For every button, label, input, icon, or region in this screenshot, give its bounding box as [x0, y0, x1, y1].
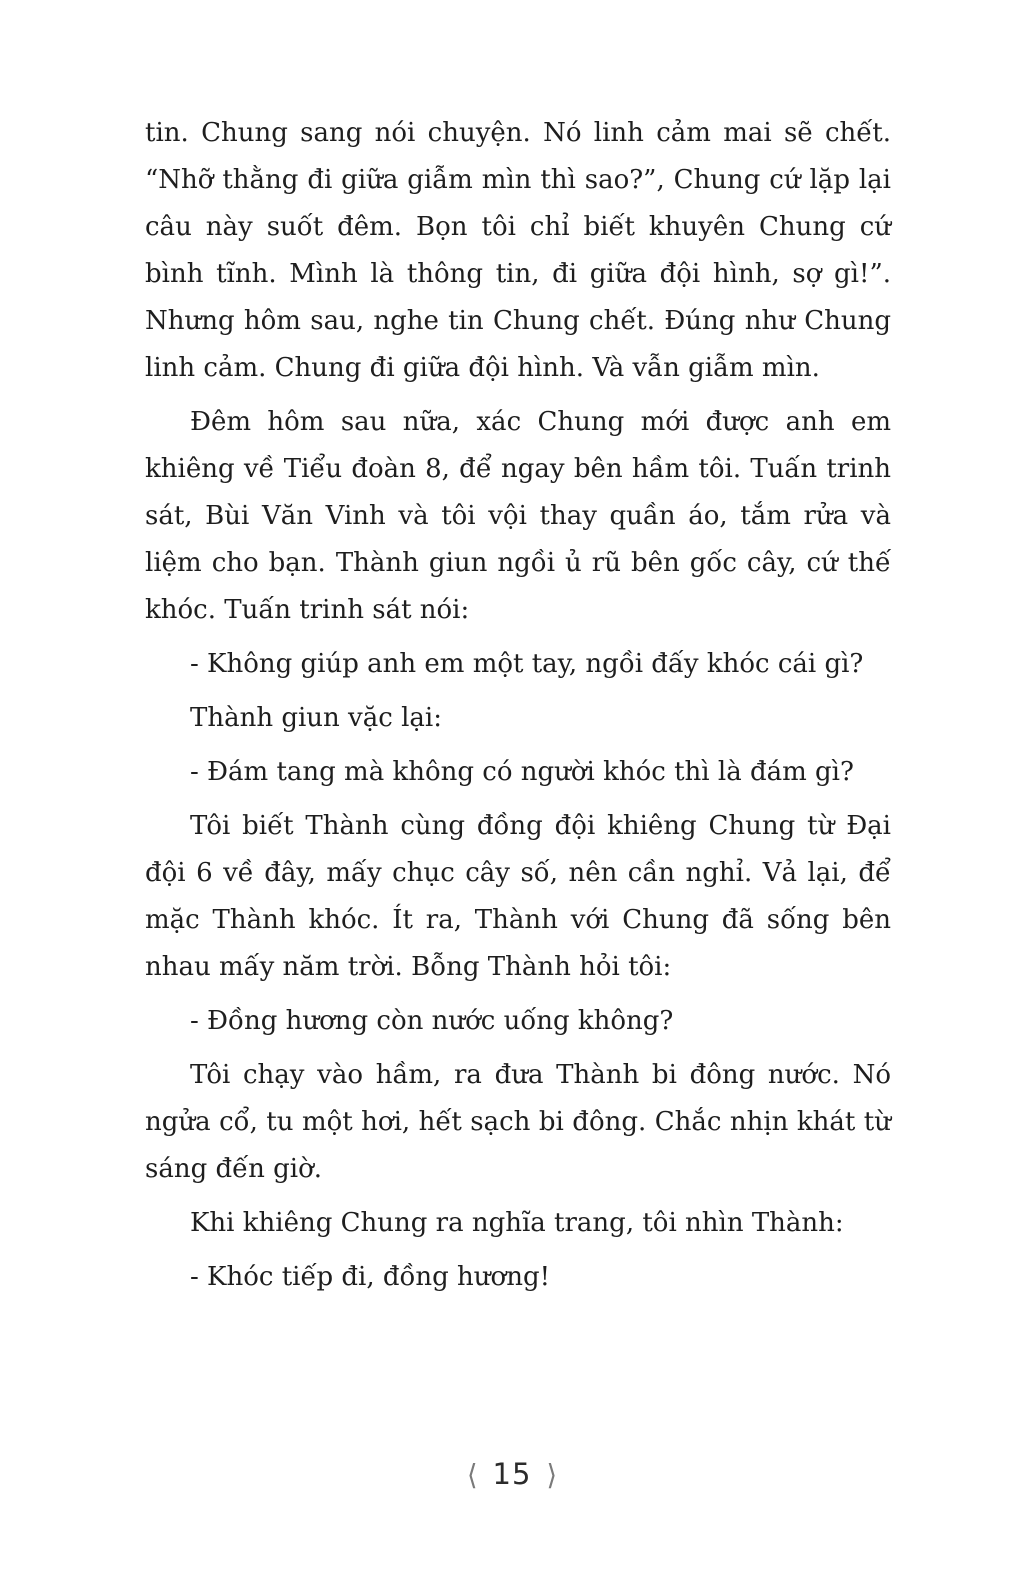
paragraph: Tôi biết Thành cùng đồng đội khiêng Chung từ Đại đội 6 về đây, mấy chục cây số, nên cần nghỉ. Vả lại, để mặc Thành khóc. Ít ra, Thành với Chung đã sống bên nhau mấy năm trời. Bỗng Thành hỏi tôi:	[145, 811, 891, 982]
paragraph: Thành giun vặc lại:	[190, 703, 442, 733]
paragraph: Khi khiêng Chung ra nghĩa trang, tôi nhìn Thành:	[190, 1208, 844, 1238]
page-text-body	[145, 110, 891, 1308]
paragraph: - Không giúp anh em một tay, ngồi đấy khóc cái gì?	[190, 649, 864, 679]
paragraph: - Đồng hương còn nước uống không?	[190, 1006, 674, 1036]
prev-page-bracket-icon: ⟨	[467, 1459, 478, 1492]
paragraph: Tôi chạy vào hầm, ra đưa Thành bi đông nước. Nó ngửa cổ, tu một hơi, hết sạch bi đông. Chắc nhịn khát từ sáng đến giờ.	[145, 1060, 891, 1184]
next-page-bracket-icon: ⟩	[546, 1459, 557, 1492]
paragraph: - Đám tang mà không có người khóc thì là đám gì?	[190, 757, 854, 787]
page-number: 15	[492, 1457, 532, 1491]
page-footer	[0, 1456, 1024, 1494]
paragraph: Đêm hôm sau nữa, xác Chung mới được anh em khiêng về Tiểu đoàn 8, để ngay bên hầm tôi. Tuấn trinh sát, Bùi Văn Vinh và tôi vội thay quần áo, tắm rửa và liệm cho bạn. Thành giun ngồi ủ rũ bên gốc cây, cứ thế khóc. Tuấn trinh sát nói:	[145, 407, 891, 625]
paragraph: - Khóc tiếp đi, đồng hương!	[190, 1262, 551, 1292]
paragraph: tin. Chung sang nói chuyện. Nó linh cảm mai sẽ chết. “Nhỡ thằng đi giữa giẫm mìn thì sao?”, Chung cứ lặp lại câu này suốt đêm. Bọn tôi chỉ biết khuyên Chung cứ bình tĩnh. Mình là thông tin, đi giữa đội hình, sợ gì!”. Nhưng hôm sau, nghe tin Chung chết. Đúng như Chung linh cảm. Chung đi giữa đội hình. Và vẫn giẫm mìn.	[145, 118, 891, 383]
